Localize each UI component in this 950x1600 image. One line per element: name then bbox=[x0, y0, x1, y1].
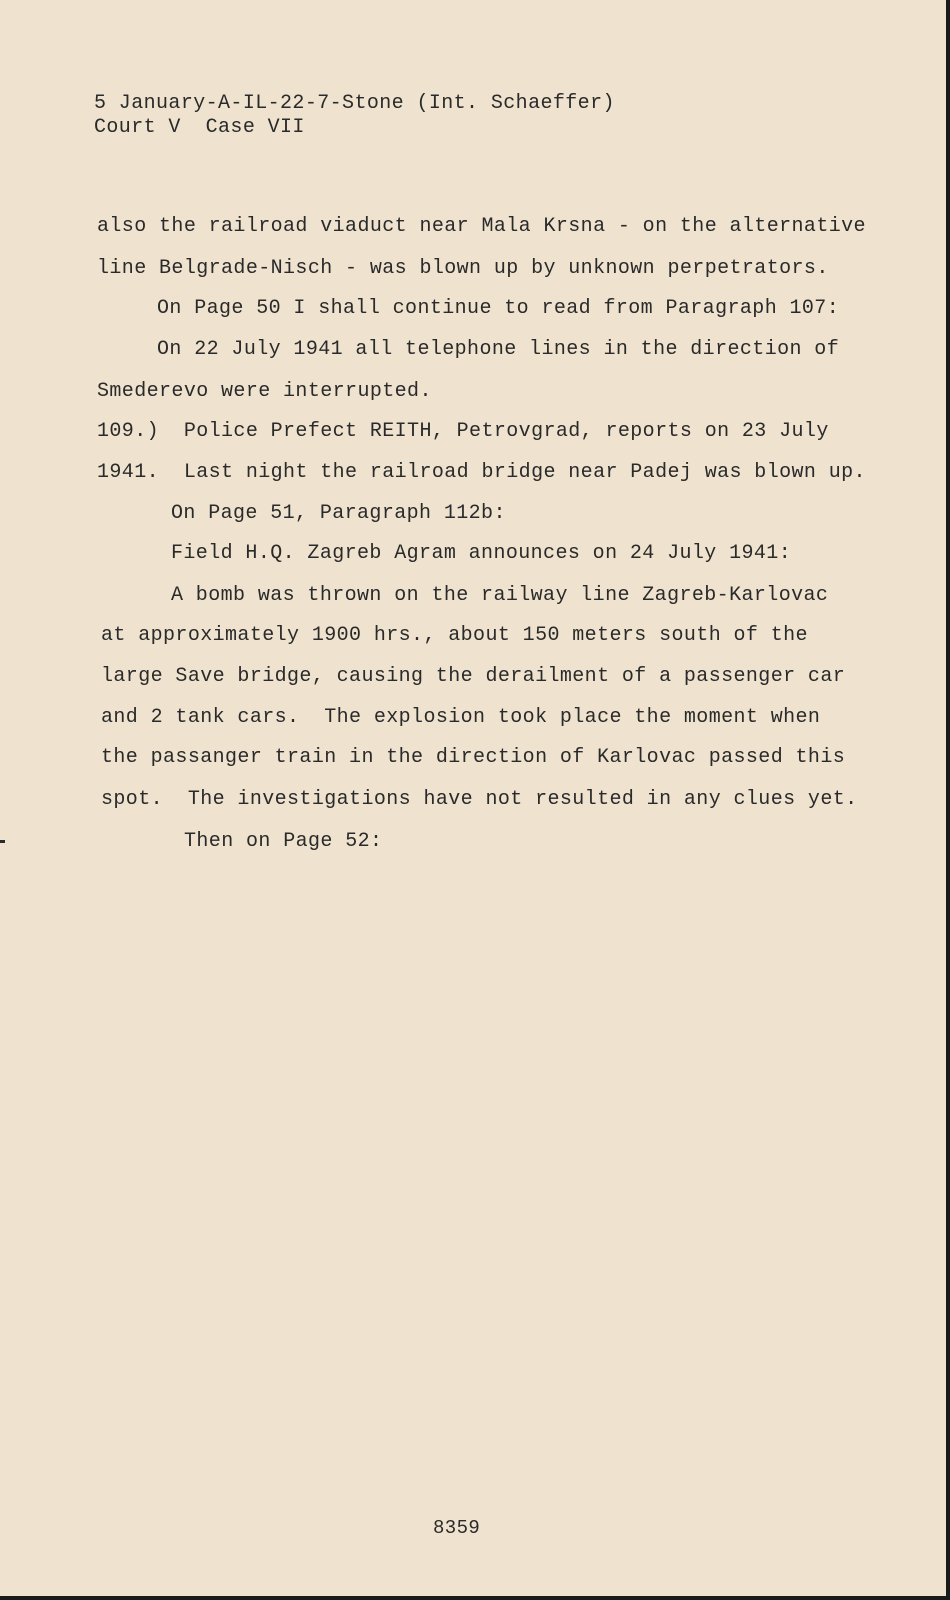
body-line: On Page 50 I shall continue to read from Paragraph 107: bbox=[157, 297, 840, 320]
body-line: also the railroad viaduct near Mala Krsna - on the alternative bbox=[97, 215, 866, 238]
body-line: On Page 51, Paragraph 112b: bbox=[171, 502, 506, 525]
body-line: line Belgrade-Nisch - was blown up by unknown perpetrators. bbox=[97, 257, 829, 280]
body-line: Then on Page 52: bbox=[184, 830, 383, 853]
body-line: 109.) Police Prefect REITH, Petrovgrad, reports on 23 July bbox=[97, 420, 829, 443]
body-line: spot. The investigations have not resulted in any clues yet. bbox=[101, 788, 858, 811]
body-line: 1941. Last night the railroad bridge near Padej was blown up. bbox=[97, 461, 866, 484]
body-line: at approximately 1900 hrs., about 150 meters south of the bbox=[101, 624, 808, 647]
header-date-line: 5 January-A-IL-22-7-Stone (Int. Schaeffer) bbox=[94, 92, 615, 115]
margin-mark bbox=[0, 840, 5, 843]
body-line: the passanger train in the direction of Karlovac passed this bbox=[101, 746, 846, 769]
body-line: Smederevo were interrupted. bbox=[97, 380, 432, 403]
header-court-line: Court V Case VII bbox=[94, 116, 305, 139]
body-line: Field H.Q. Zagreb Agram announces on 24 July 1941: bbox=[171, 542, 792, 565]
body-line: large Save bridge, causing the derailment of a passenger car bbox=[101, 665, 846, 688]
body-line: A bomb was thrown on the railway line Zagreb-Karlovac bbox=[171, 584, 829, 607]
body-line: and 2 tank cars. The explosion took place the moment when bbox=[101, 706, 821, 729]
body-line: On 22 July 1941 all telephone lines in the direction of bbox=[157, 338, 840, 361]
page-number: 8359 bbox=[433, 1517, 481, 1539]
